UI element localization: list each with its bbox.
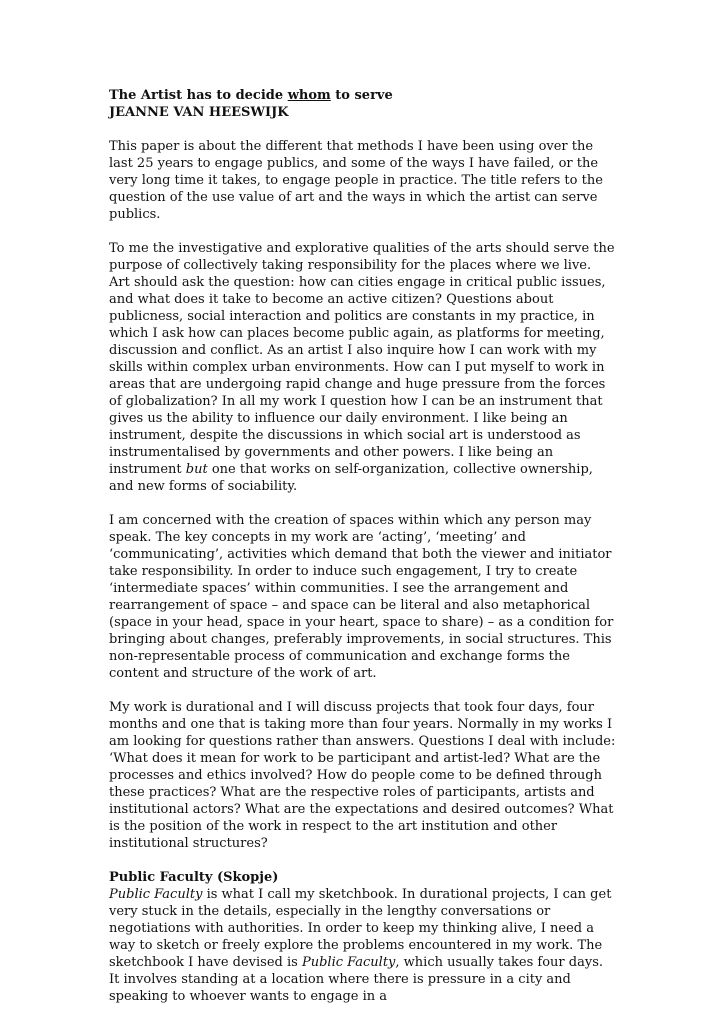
public-faculty-emphasis-1: Public Faculty [109, 887, 203, 902]
paper-title [109, 87, 616, 104]
public-faculty-text-1: is what I call my sketchbook. In durational projects, I can get very stuck in the details, especially in the lengthy conversations or negotiations with authorities. In order to keep my thinking alive, I need a way to sketch or freely explore the problems encountered in my work. The sketchbook I have devised is [109, 887, 612, 970]
title-text-end: to serve [330, 88, 393, 103]
paragraph-investigative-text-a: To me the investigative and explorative qualities of the arts should serve the purpose of collectively taking responsibility for the places where we live. Art should ask the question: how can cities engage in critical public issues, and what does it take to become an active citizen? Questions about publicness, social interaction and politics are constants in my practice, in which I ask how can places become public again, as platforms for meeting, discussion and conflict. As an artist I also inquire how I can work with my skills within complex urban environments. How can I put myself to work in areas that are undergoing rapid change and huge pressure from the forces of globalization? In all my work I question how I can be an instrument that gives us the ability to influence our daily environment. I like being an instrument, despite the discussions in which social art is understood as instrumentalised by governments and other powers. I like being an instrument [109, 241, 615, 477]
paragraph-spaces: I am concerned with the creation of spaces within which any person may speak. The key concepts in my work are ‘acting’, ‘meeting’ and ‘communicating’, activities which demand that both the viewer and initiator take responsibility. In order to induce such engagement, I try to create ‘intermediate spaces’ within communities. I see the arrangement and rearrangement of space – and space can be literal and also metaphorical (space in your head, space in your heart, space to share) – as a condition for bringing about changes, preferably improvements, in social structures. This non-representable process of communication and exchange forms the content and structure of the work of art. [109, 513, 614, 681]
paragraph-intro: This paper is about the different that methods I have been using over the last 25 years to engage publics, and some of the ways I have failed, or the very long time it takes, to engage people in practice. The title refers to the question of the use value of art and the ways in which the artist can serve publics. [109, 139, 603, 222]
paragraph-public-faculty [109, 886, 616, 1005]
paragraph-investigative [109, 240, 616, 495]
public-faculty-text-2: , which usually takes four days. It involves standing at a location where there is pressure in a city and speaking to whoever wants to engage in a [109, 955, 603, 1004]
paragraph-investigative-text-b: one that works on self-organization, collective ownership, and new forms of sociability. [109, 462, 593, 494]
paragraph-investigative-emphasis: but [185, 462, 208, 477]
public-faculty-emphasis-2: Public Faculty [301, 955, 396, 970]
title-underlined-word: whom [287, 88, 331, 103]
title-text-start: The Artist has to decide [109, 88, 288, 103]
section-heading: Public Faculty (Skopje) [109, 870, 279, 885]
paragraph-durational: My work is durational and I will discuss projects that took four days, four months and one that is taking more than four years. Normally in my works I am looking for questions rather than answers. Questions I deal with include: ‘What does it mean for work to be participant and artist-led? What are the processes and ethics involved? How do people come to be defined through these practices? What are the respective roles of participants, artists and institutional actors? What are the expectations and desired outcomes? What is the position of the work in respect to the art institution and other institutional structures? [109, 700, 616, 851]
title-block [109, 87, 616, 121]
author-name: JEANNE VAN HEESWIJK [109, 105, 289, 120]
